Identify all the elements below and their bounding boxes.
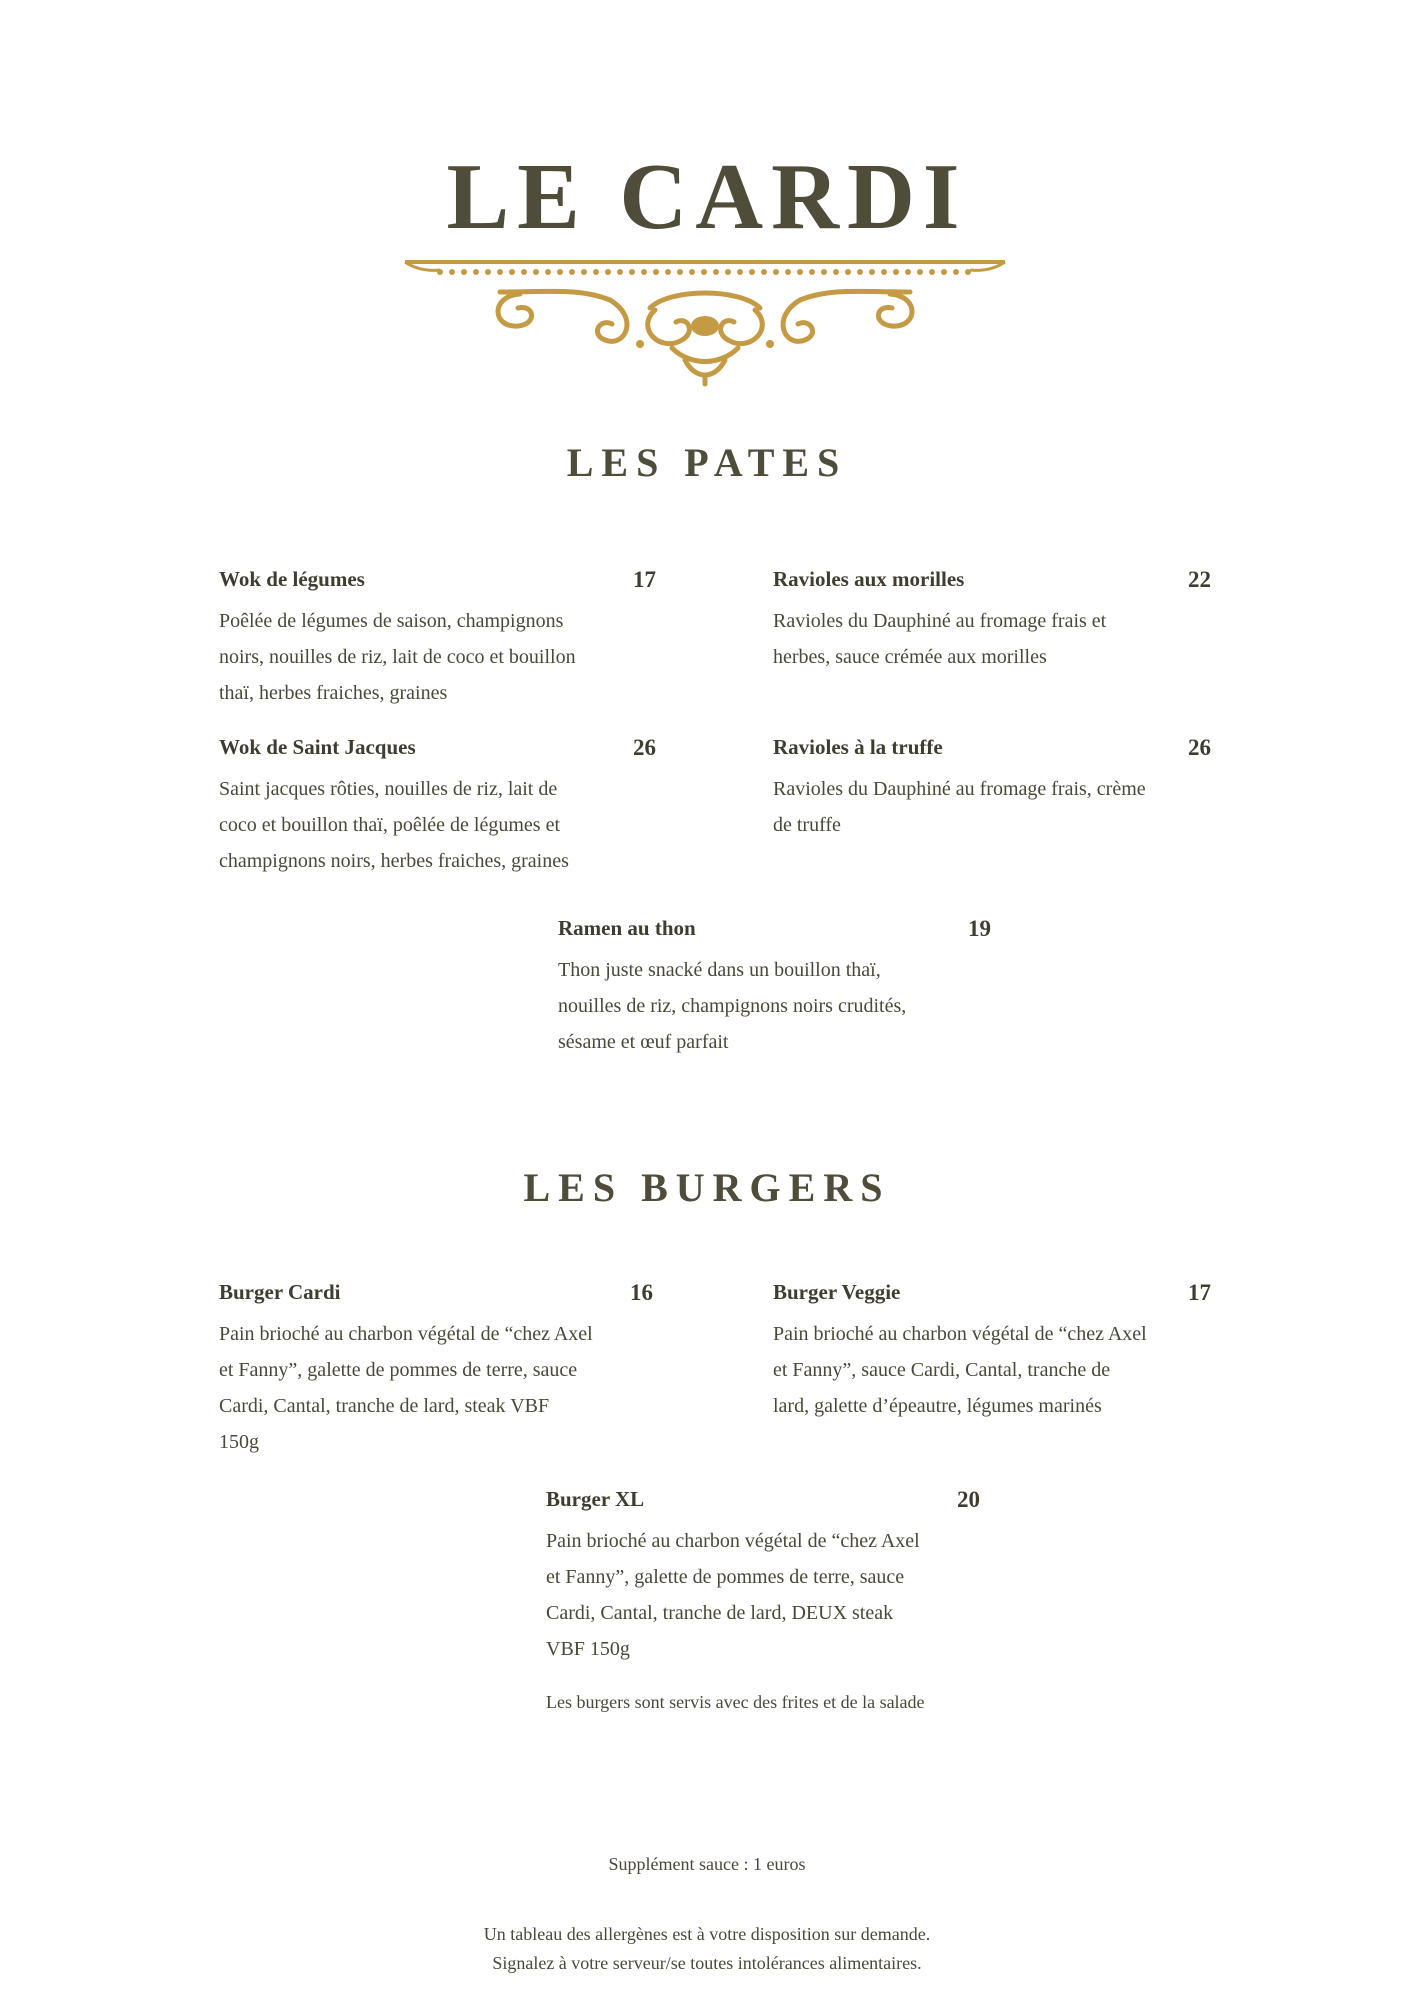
menu-item bbox=[773, 735, 1211, 843]
item-name: Ravioles aux morilles bbox=[773, 567, 965, 591]
menu-item bbox=[219, 1280, 653, 1460]
supplement-note: Supplément sauce : 1 euros bbox=[608, 1854, 806, 1874]
ornament-flourish-icon bbox=[400, 248, 1010, 388]
item-description: Saint jacques rôties, nouilles de riz, lait de coco et bouillon thaï, poêlée de légumes et champignons noirs, herbes fraiches, graines bbox=[219, 778, 569, 872]
allergens-note-1: Un tableau des allergènes est à votre disposition sur demande. bbox=[483, 1924, 931, 1944]
burgers-note: Les burgers sont servis avec des frites et de la salade bbox=[546, 1692, 925, 1712]
item-price: 16 bbox=[630, 1280, 653, 1305]
item-price: 19 bbox=[968, 916, 991, 941]
menu-item bbox=[773, 1280, 1211, 1424]
item-name: Wok de légumes bbox=[219, 567, 365, 591]
item-price: 20 bbox=[957, 1487, 980, 1512]
menu-item bbox=[546, 1487, 980, 1667]
section-title-burgers: LES BURGERS bbox=[523, 1165, 891, 1210]
item-name: Burger Cardi bbox=[219, 1280, 341, 1304]
item-name: Ramen au thon bbox=[558, 916, 696, 940]
item-name: Ravioles à la truffe bbox=[773, 735, 943, 759]
item-description: Poêlée de légumes de saison, champignons noirs, nouilles de riz, lait de coco et bouillon thaï, herbes fraiches, graines bbox=[219, 610, 576, 704]
allergens-note-2: Signalez à votre serveur/se toutes intolérances alimentaires. bbox=[492, 1953, 922, 1973]
item-description: Pain brioché au charbon végétal de “chez Axel et Fanny”, galette de pommes de terre, sauce Cardi, Cantal, tranche de lard, steak VBF 150g bbox=[219, 1323, 593, 1453]
menu-item bbox=[219, 567, 656, 711]
item-description: Thon juste snacké dans un bouillon thaï, nouilles de riz, champignons noirs crudités, sésame et œuf parfait bbox=[558, 959, 907, 1053]
item-name: Burger XL bbox=[546, 1487, 645, 1511]
item-description: Ravioles du Dauphiné au fromage frais, crème de truffe bbox=[773, 778, 1146, 836]
item-description: Pain brioché au charbon végétal de “chez Axel et Fanny”, galette de pommes de terre, sauce Cardi, Cantal, tranche de lard, DEUX steak VBF 150g bbox=[546, 1530, 920, 1660]
item-description: Pain brioché au charbon végétal de “chez Axel et Fanny”, sauce Cardi, Cantal, tranche de lard, galette d’épeautre, légumes marinés bbox=[773, 1323, 1147, 1417]
restaurant-title: LE CARDI bbox=[446, 145, 968, 249]
menu-item bbox=[773, 567, 1211, 675]
item-name: Burger Veggie bbox=[773, 1280, 901, 1304]
item-price: 17 bbox=[1188, 1280, 1211, 1305]
item-price: 26 bbox=[1188, 735, 1211, 760]
item-price: 22 bbox=[1188, 567, 1211, 592]
menu-item bbox=[558, 916, 991, 1060]
item-price: 26 bbox=[633, 735, 656, 760]
item-description: Ravioles du Dauphiné au fromage frais et herbes, sauce crémée aux morilles bbox=[773, 610, 1107, 668]
section-title-pates: LES PATES bbox=[566, 440, 848, 485]
menu-item bbox=[219, 735, 656, 879]
item-name: Wok de Saint Jacques bbox=[219, 735, 416, 759]
item-price: 17 bbox=[633, 567, 656, 592]
